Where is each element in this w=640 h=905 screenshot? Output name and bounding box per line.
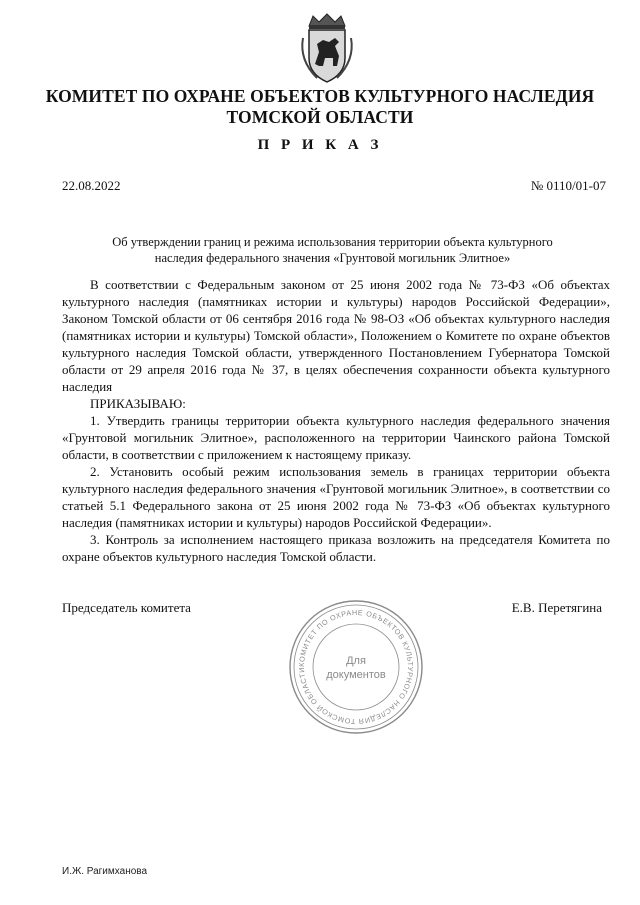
executor-name: И.Ж. Рагимханова: [62, 866, 148, 877]
preamble-paragraph: В соответствии с Федеральным законом от 25 июня 2002 года № 73-ФЗ «Об объектах культурного наследия (памятниках истории и культуры) народов Российской Федерации», Законом Томской области от 06 сентября 2016 года № 98-ОЗ «Об объектах культурного наследия (памятниках истории и культуры) Томской области», Положением о Комитете по охране объектов культурного наследия Томской области, утвержденного Постановлением Губернатора Томской области от 29 апреля 2016 года № 37, в целях обеспечения сохранности объекта культурного наследия: [62, 277, 610, 394]
organization-name: [20, 86, 620, 128]
order-word: ПРИКАЗЫВАЮ:: [90, 396, 186, 411]
document-body: [62, 276, 610, 565]
stamp-center-line-1: Для: [346, 655, 366, 667]
order-item-3: 3. Контроль за исполнением настоящего приказа возложить на председателя Комитета по охране объектов культурного наследия Томской области.: [62, 532, 610, 564]
stamp-center-line-2: документов: [326, 669, 386, 681]
org-line-1: КОМИТЕТ ПО ОХРАНЕ ОБЪЕКТОВ КУЛЬТУРНОГО НАСЛЕДИЯ: [45, 86, 595, 106]
document-number: № 0110/01-07: [530, 178, 606, 193]
subject-line-1: Об утверждении границ и режима использования территории объекта культурного: [112, 235, 553, 249]
official-stamp-icon: [287, 598, 425, 736]
document-date: 22.08.2022: [62, 178, 121, 193]
org-line-2: ТОМСКОЙ ОБЛАСТИ: [226, 107, 414, 127]
subject-line-2: наследия федерального значения «Грунтовой могильник Элитное»: [154, 251, 511, 265]
document-subject: [105, 234, 560, 266]
signature-title: Председатель комитета: [62, 600, 191, 615]
order-item-2: 2. Установить особый режим использования земель в границах территории объекта культурного наследия федерального значения «Грунтовой могильник Элитное», в соответствии со статьей 5.1 Федерального закона от 25 июня 2002 года № 73-ФЗ «Об объектах культурного наследия (памятниках истории и культуры) народов Российской Федерации».: [62, 464, 610, 530]
order-item-1: 1. Утвердить границы территории объекта культурного наследия федерального значения «Грунтовой могильник Элитное», расположенного на территории Чаинского района Томской области, в соответствии с приложением к настоящему приказу.: [62, 413, 610, 462]
coat-of-arms-icon: [295, 12, 359, 84]
document-type: П Р И К А З: [257, 137, 383, 153]
signature-name: Е.В. Перетягина: [511, 600, 602, 615]
stamp-ring-text: КОМИТЕТ ПО ОХРАНЕ ОБЪЕКТОВ КУЛЬТУРНОГО НАСЛЕДИЯ ТОМСКОЙ ОБЛАСТИ: [296, 607, 416, 727]
